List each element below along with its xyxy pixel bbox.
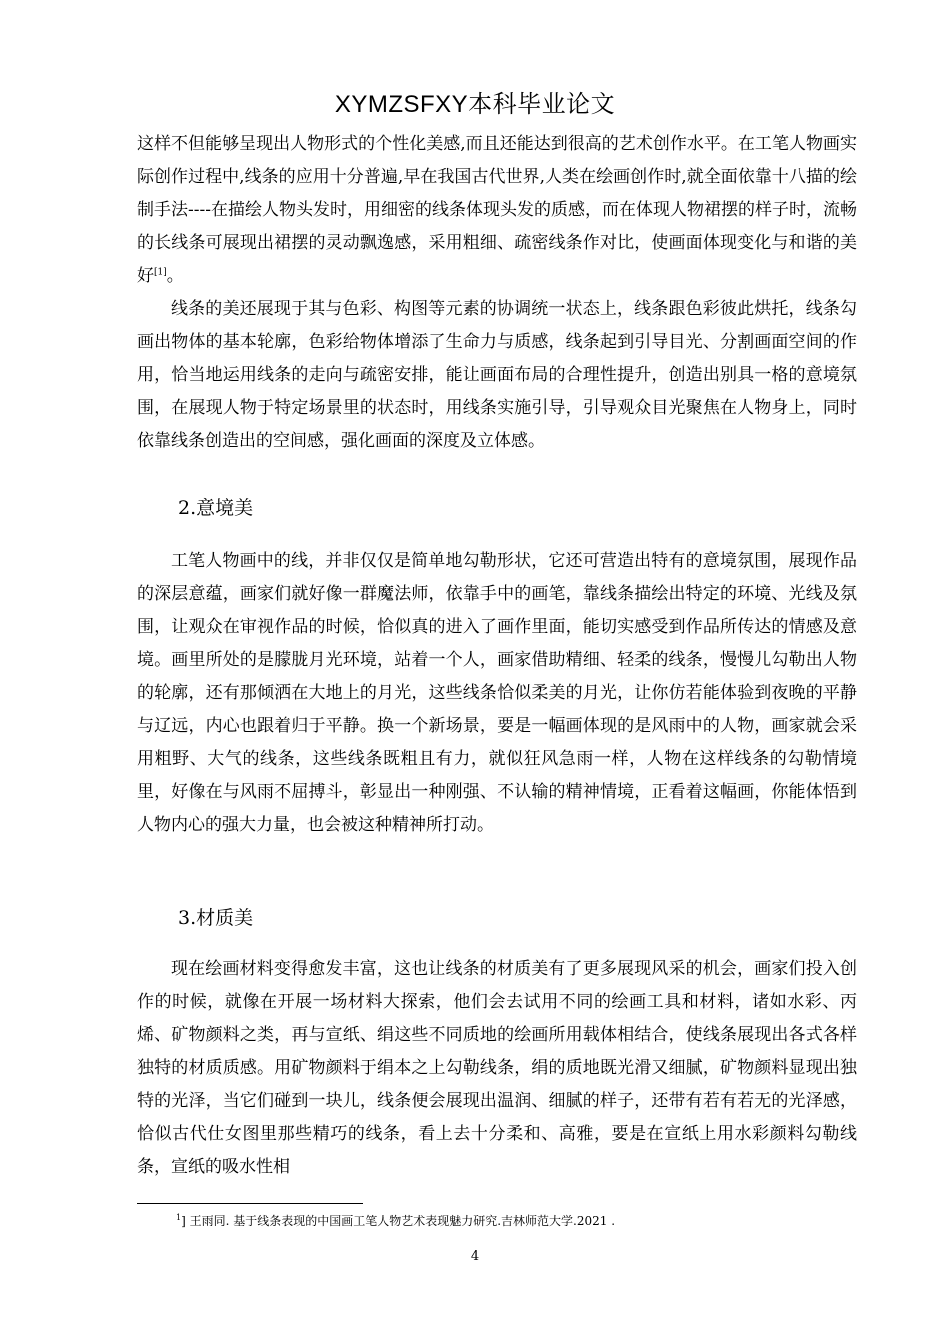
paragraph-2: 线条的美还展现于其与色彩、构图等元素的协调统一状态上，线条跟色彩彼此烘托，线条勾画出物体的基本轮廓，色彩给物体增添了生命力与质感，线条起到引导目光、分割画面空间的作用，恰当地运用线条的走向与疏密安排，能让画面布局的合理性提升，创造出别具一格的意境氛围，在展现人物于特定场景里的状态时，用线条实施引导，引导观众目光聚焦在人物身上，同时依靠线条创造出的空间感，强化画面的深度及立体感。 [137,299,857,451]
body-block-2 [137,545,857,842]
body-block-3 [137,953,857,1184]
body-block-1 [137,128,857,458]
paragraph-4: 现在绘画材料变得愈发丰富，这也让线条的材质美有了更多展现风采的机会，画家们投入创作的时候，就像在开展一场材料大探索，他们会去试用不同的绘画工具和材料，诸如水彩、丙烯、矿物颜料之类，再与宣纸、绢这些不同质地的绘画所用载体相结合，使线条展现出各式各样独特的材质质感。用矿物颜料于绢本之上勾勒线条，绢的质地既光滑又细腻，矿物颜料显现出独特的光泽，当它们碰到一块儿，线条便会展现出温润、细腻的样子，还带有若有若无的光泽感，恰似古代仕女图里那些精巧的线条，看上去十分柔和、高雅，要是在宣纸上用水彩颜料勾勒线条，宣纸的吸水性相 [137,959,857,1177]
section-heading-3: 3.材质美 [178,907,254,929]
section-heading-2: 2.意境美 [178,497,254,519]
paragraph-1-text: 这样不但能够呈现出人物形式的个性化美感,而且还能达到很高的艺术创作水平。在工笔人物画实际创作过程中,线条的应用十分普遍,早在我国古代世界,人类在绘画创作时,就全面依靠十八描的绘制手法----在描绘人物头发时，用细密的线条体现头发的质感，而在体现人物裙摆的样子时，流畅的长线条可展现出裙摆的灵动飘逸感，采用粗细、疏密线条作对比，使画面体现变化与和谐的美好 [137,134,857,286]
footnote-separator [137,1203,363,1204]
paragraph-3: 工笔人物画中的线，并非仅仅是简单地勾勒形状，它还可营造出特有的意境氛围，展现作品的深层意蕴，画家们就好像一群魔法师，依靠手中的画笔，靠线条描绘出特定的环境、光线及氛围，让观众在审视作品的时候，恰似真的进入了画作里面，能切实感受到作品所传达的情感及意境。画里所处的是朦胧月光环境，站着一个人，画家借助精细、轻柔的线条，慢慢儿勾勒出人物的轮廓，还有那倾洒在大地上的月光，这些线条恰似柔美的月光，让你仿若能体验到夜晚的平静与辽远，内心也跟着归于平静。换一个新场景，要是一幅画体现的是风雨中的人物，画家就会采用粗野、大气的线条，这些线条既粗且有力，就似狂风急雨一样，人物在这样线条的勾勒情境里，好像在与风雨不屈搏斗，彰显出一种刚强、不认输的精神情境，正看着这幅画，你能体悟到人物内心的强大力量，也会被这种精神所打动。 [137,551,857,835]
paragraph-1-tail: 。 [166,266,184,286]
footnote [176,1212,615,1230]
footnote-bracket: ] [181,1214,186,1228]
page-header-title: XYMZSFXY本科毕业论文 [334,91,616,118]
paragraph-1 [137,128,857,293]
page-number: 4 [470,1249,480,1264]
footnote-reference[interactable]: [1] [154,267,167,278]
footnote-text: 王雨同. 基于线条表现的中国画工笔人物艺术表现魅力研究.吉林师范大学.2021 . [185,1214,616,1228]
footnote-marker: 1 [176,1213,182,1222]
